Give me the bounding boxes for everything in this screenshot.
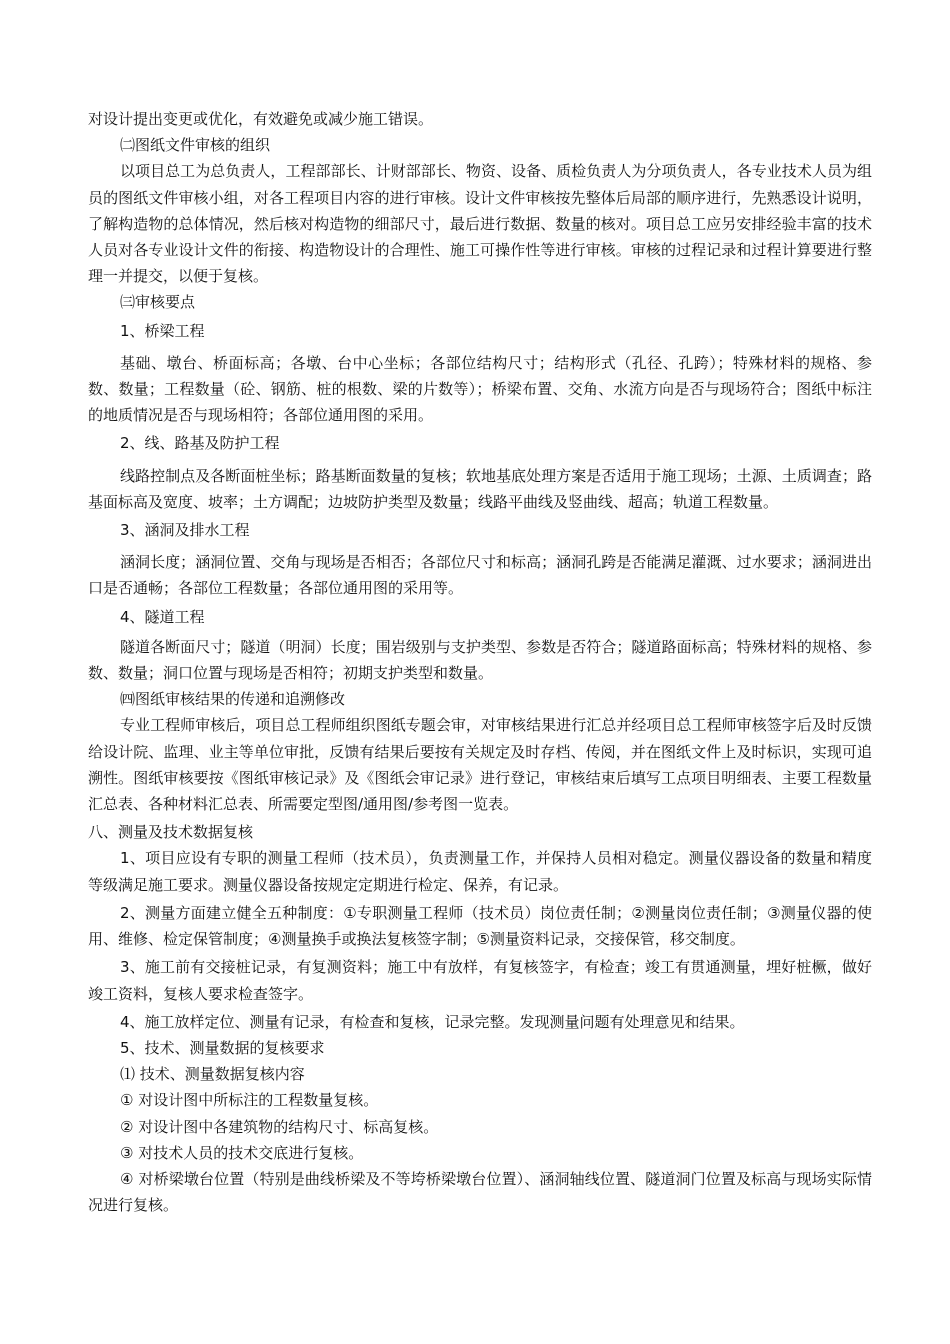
subsection-heading: 3、涵洞及排水工程 [120, 521, 250, 540]
document-body [88, 106, 872, 1218]
paragraph: 隧道各断面尺寸；隧道（明洞）长度；围岩级别与支护类型、参数是否符合；隧道路面标高；特殊材料的规格、参数、数量；洞口位置与现场是否相符；初期支护类型和数量。 [88, 637, 872, 683]
paragraph: 基础、墩台、桥面标高；各墩、台中心坐标；各部位结构尺寸；结构形式（孔径、孔跨）；特殊材料的规格、参数、数量；工程数量（砼、钢筋、桩的根数、梁的片数等）；桥梁布置、交角、水流方向是否与现场符合；图纸中标注的地质情况是否与现场相符；各部位通用图的采用。 [88, 353, 872, 425]
list-item: ② 对设计图中各建筑物的结构尺寸、标高复核。 [120, 1117, 439, 1136]
section-heading: ㈣图纸审核结果的传递和追溯修改 [120, 690, 346, 709]
paragraph: 4、施工放样定位、测量有记录，有检查和复核，记录完整。发现测量问题有处理意见和结果。 [120, 1012, 745, 1031]
list-item: ③ 对技术人员的技术交底进行复核。 [120, 1143, 364, 1162]
list-item: ① 对设计图中所标注的工程数量复核。 [120, 1091, 379, 1110]
paragraph: 3、施工前有交接桩记录，有复测资料；施工中有放样，有复核签字，有检查；竣工有贯通测量，埋好桩橛，做好竣工资料，复核人要求检查签字。 [88, 958, 872, 1003]
paragraph: 涵洞长度；涵洞位置、交角与现场是否相否；各部位尺寸和标高；涵洞孔跨是否能满足灌溉、过水要求；涵洞进出口是否通畅；各部位工程数量；各部位通用图的采用等。 [88, 553, 872, 598]
paragraph: 对设计提出变更或优化，有效避免或减少施工错误。 [88, 110, 434, 128]
subsection-heading: 1、桥梁工程 [120, 321, 205, 340]
chapter-heading: 八、测量及技术数据复核 [88, 823, 254, 842]
paragraph: 线路控制点及各断面桩坐标；路基断面数量的复核；软地基底处理方案是否适用于施工现场；土源、土质调查；路基面标高及宽度、坡率；土方调配；边坡防护类型及数量；线路平曲线及竖曲线、超高；轨道工程数量。 [88, 466, 872, 511]
paragraph: 1、项目应设有专职的测量工程师（技术员），负责测量工作，并保持人员相对稳定。测量仪器设备的数量和精度等级满足施工要求。测量仪器设备按规定定期进行检定、保养，有记录。 [88, 849, 872, 894]
subsection-heading: 5、技术、测量数据的复核要求 [120, 1038, 325, 1057]
paragraph: 2、测量方面建立健全五种制度：①专职测量工程师（技术员）岗位责任制；②测量岗位责任制；③测量仪器的使用、维修、检定保管制度；④测量换手或换法复核签字制；⑤测量资料记录，交接保管，移交制度。 [88, 903, 872, 949]
sub-item-heading: ⑴ 技术、测量数据复核内容 [120, 1065, 305, 1084]
section-heading: ㈢审核要点 [120, 293, 196, 312]
subsection-heading: 4、隧道工程 [120, 607, 205, 626]
paragraph: 专业工程师审核后，项目总工程师组织图纸专题会审，对审核结果进行汇总并经项目总工程师审核签字后及时反馈给设计院、监理、业主等单位审批，反馈有结果后要按有关规定及时存档、传阅，并在图纸文件上及时标识，实现可追溯性。图纸审核要按《图纸审核记录》及《图纸会审记录》进行登记，审核结束后填写工点项目明细表、主要工程数量汇总表、各种材料汇总表、所需要定型图/通用图/参考图一览表。 [88, 716, 872, 814]
section-heading: ㈡图纸文件审核的组织 [120, 136, 271, 155]
paragraph: 以项目总工为总负责人，工程部部长、计财部部长、物资、设备、质检负责人为分项负责人，各专业技术人员为组员的图纸文件审核小组，对各工程项目内容的进行审核。设计文件审核按先整体后局部的顺序进行，先熟悉设计说明，了解构造物的总体情况，然后核对构造物的细部尺寸，最后进行数据、数量的核对。项目总工应另安排经验丰富的技术人员对各专业设计文件的衔接、构造物设计的合理性、施工可操作性等进行审核。审核的过程记录和过程计算要进行整理一并提交，以便于复核。 [88, 162, 872, 286]
subsection-heading: 2、线、路基及防护工程 [120, 434, 280, 453]
list-item: ④ 对桥梁墩台位置（特别是曲线桥梁及不等垮桥梁墩台位置）、涵洞轴线位置、隧道洞门位置及标高与现场实际情况进行复核。 [88, 1169, 872, 1215]
